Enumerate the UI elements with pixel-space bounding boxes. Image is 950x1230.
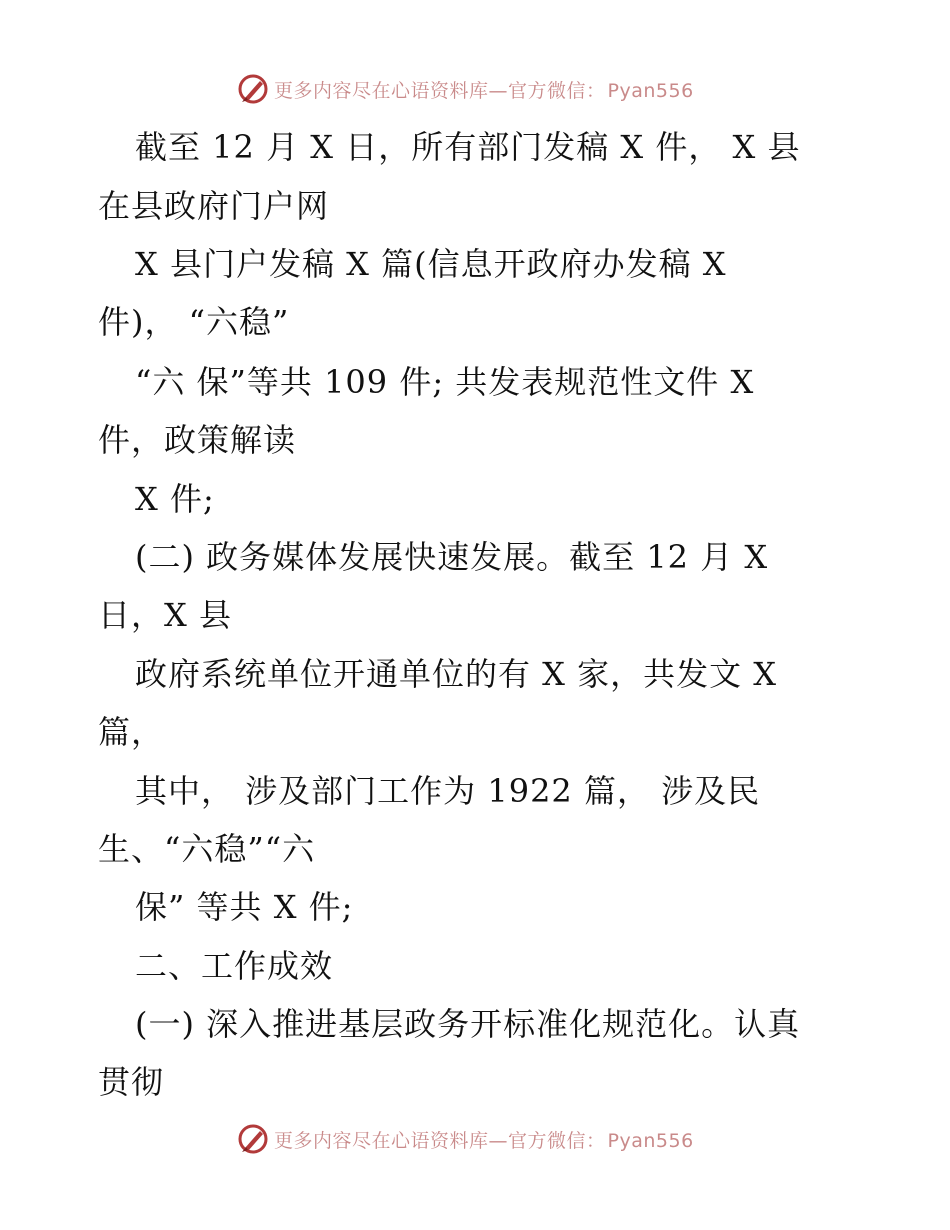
text-line: “六 保”等共 109 件; 共发表规范性文件 X [135,363,755,401]
pen-logo-icon [236,1122,270,1156]
text-line: 截至 12 月 X 日，所有部门发稿 X 件， X 县 [135,128,801,166]
text-line: 篇， [98,713,165,751]
section-heading: 二、工作成效 [135,947,334,985]
text-line: 生、“六稳”“六 [98,830,316,868]
text-line: 其中， 涉及部门工作为 1922 篇， 涉及民 [135,772,761,810]
text-line: (一) 深入推进基层政务开标准化规范化。认真 [135,1005,801,1043]
text-line: 保” 等共 X 件; [135,888,354,926]
text-line: 政府系统单位开通单位的有 X 家，共发文 X [135,655,778,693]
text-line: 件)， “六稳” [98,303,290,341]
text-line: X 件; [135,480,215,518]
watermark-text: 更多内容尽在心语资料库—官方微信： Pyan556 [274,1129,694,1152]
pen-logo-icon [236,72,270,106]
watermark-header [236,72,694,106]
wechat-id: Pyan556 [607,1129,694,1152]
text-line: 在县政府门户网 [98,187,330,225]
text-line: 贯彻 [98,1063,165,1101]
text-line: (二) 政务媒体发展快速发展。截至 12 月 X [135,538,769,576]
wechat-id: Pyan556 [607,79,694,102]
watermark-text: 更多内容尽在心语资料库—官方微信： Pyan556 [274,79,694,102]
watermark-footer [236,1122,694,1156]
text-line: X 县门户发稿 X 篇(信息开政府办发稿 X [135,245,727,283]
text-line: 日，X 县 [98,596,232,634]
text-line: 件，政策解读 [98,421,297,459]
